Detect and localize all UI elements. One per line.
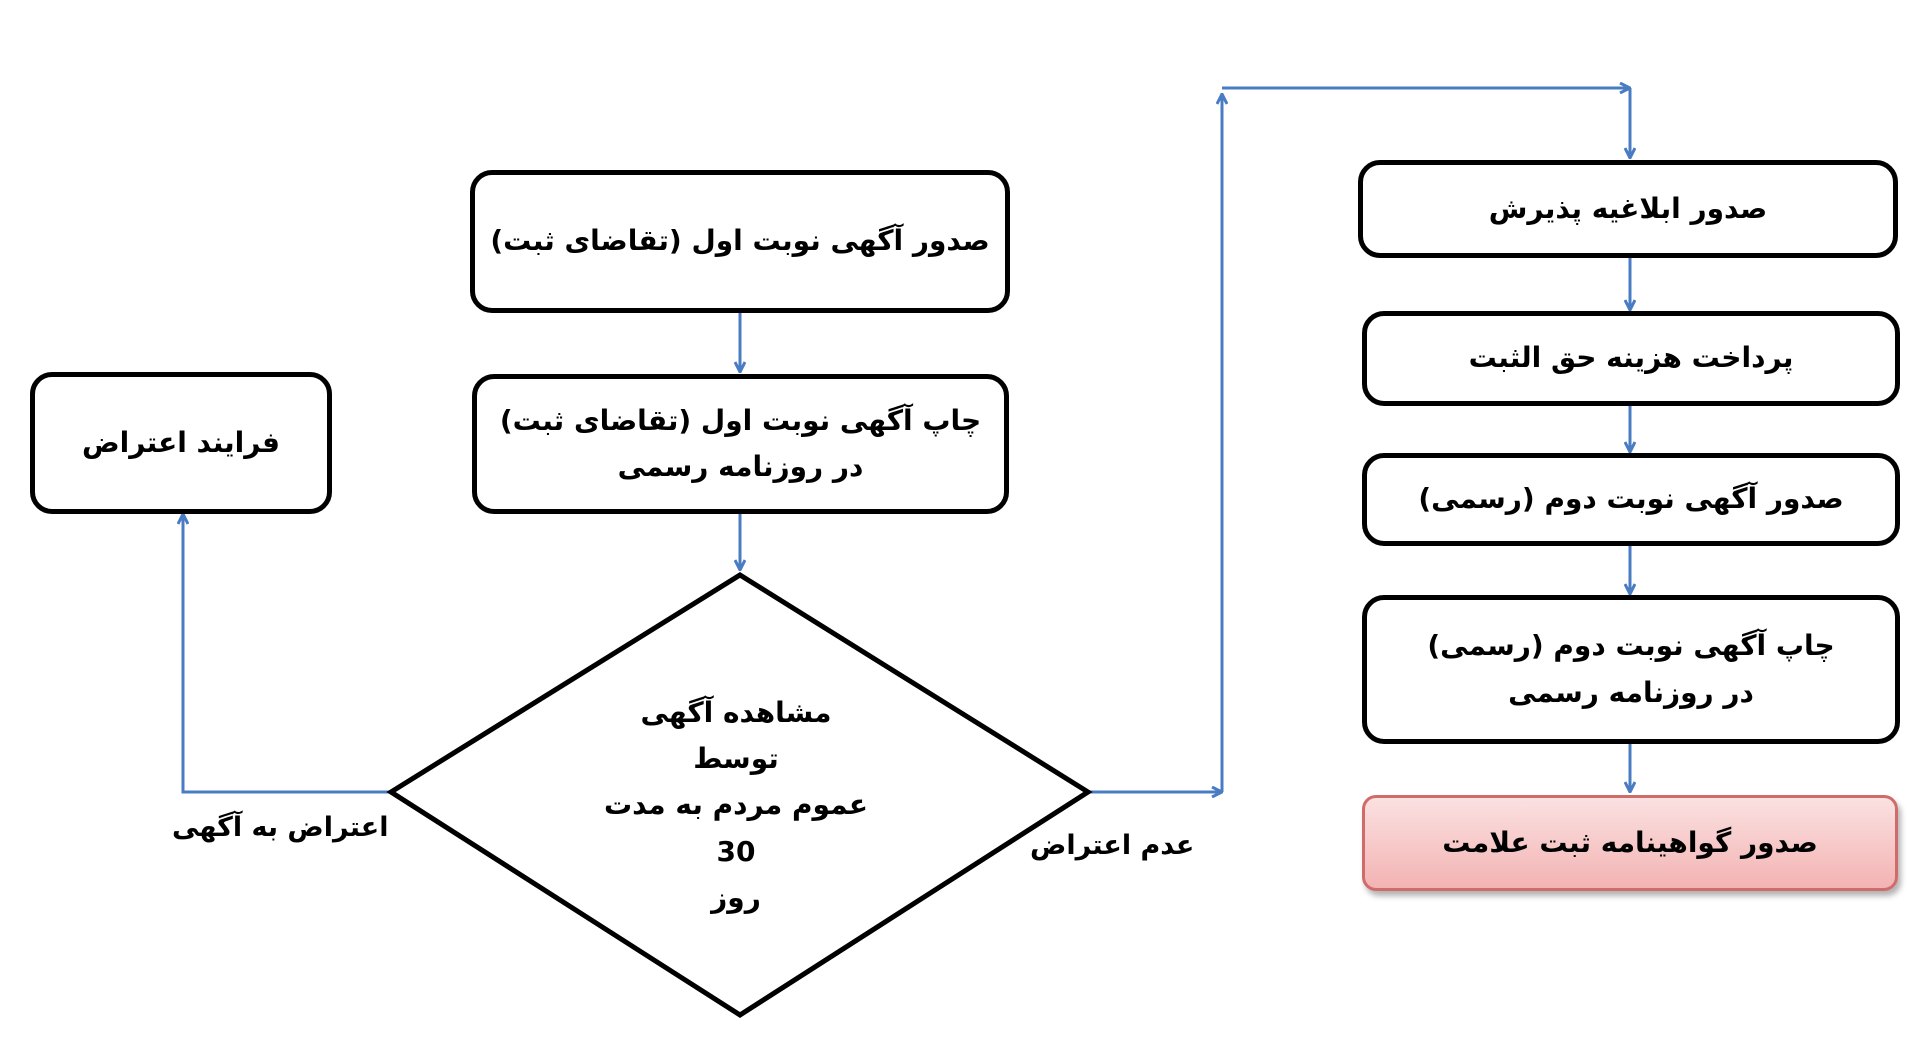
decision-label bbox=[596, 690, 876, 921]
print-first-ad-label-line1: چاپ آگهی نوبت اول (تقاضای ثبت) bbox=[499, 403, 982, 437]
acceptance-notice-label: صدور ابلاغیه پذیرش bbox=[1488, 191, 1768, 225]
certificate-label: صدور گواهینامه ثبت علامت bbox=[1442, 825, 1818, 859]
issue-first-ad-box bbox=[470, 170, 1010, 313]
certificate-box bbox=[1362, 795, 1898, 891]
edge-label-objection: اعتراض به آگهی bbox=[172, 812, 389, 843]
pay-fee-box bbox=[1362, 311, 1900, 406]
acceptance-notice-box bbox=[1358, 160, 1898, 258]
decision-label-line2: عموم مردم به مدت 30 bbox=[603, 788, 868, 868]
print-second-ad-label-line2: در روزنامه رسمی bbox=[1508, 675, 1754, 709]
objection-process-label: فرایند اعتراض bbox=[81, 425, 281, 459]
objection-process-box bbox=[30, 372, 332, 514]
print-first-ad-label-line2: در روزنامه رسمی bbox=[617, 450, 864, 483]
print-first-ad-box bbox=[472, 374, 1009, 514]
issue-first-ad-label: صدور آگهی نوبت اول (تقاضای ثبت) bbox=[490, 224, 990, 258]
issue-second-ad-label: صدور آگهی نوبت دوم (رسمی) bbox=[1418, 482, 1844, 516]
print-second-ad-label-line1: چاپ آگهی نوبت دوم (رسمی) bbox=[1427, 629, 1835, 663]
arrow-decision-to-objection bbox=[183, 514, 391, 792]
decision-label-line1: مشاهده آگهی توسط bbox=[640, 696, 832, 776]
pay-fee-label: پرداخت هزینه حق الثبت bbox=[1468, 341, 1794, 375]
edge-label-no-objection: عدم اعتراض bbox=[1030, 830, 1195, 861]
decision-label-line3: روز bbox=[711, 880, 761, 914]
issue-second-ad-box bbox=[1362, 453, 1900, 546]
print-second-ad-box bbox=[1362, 595, 1900, 744]
